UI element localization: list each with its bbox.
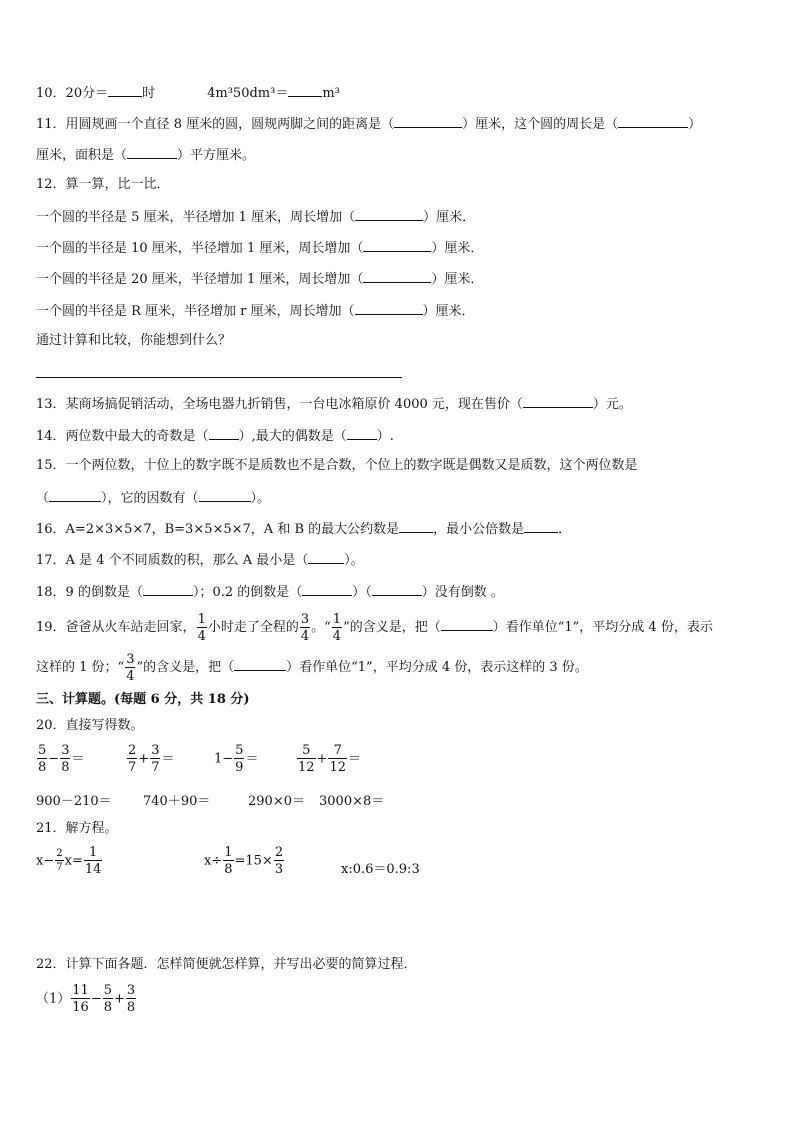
answer-blank[interactable] [355, 208, 423, 221]
answer-blank[interactable] [302, 583, 352, 596]
answer-blank[interactable] [618, 115, 688, 128]
fraction: $\frac{1}{4}$ [332, 611, 342, 644]
answer-blank[interactable] [234, 658, 286, 671]
answer-blank[interactable] [199, 489, 251, 502]
expression: 290×0＝ [248, 794, 305, 809]
question-20: 20．直接写得数。 [36, 718, 144, 733]
question-number: 18． [36, 585, 66, 600]
fraction: $\frac{3}{4}$ [300, 611, 310, 644]
equation: x:0.6＝0.9:3 [341, 862, 420, 877]
answer-blank[interactable] [399, 520, 433, 533]
expression: 1− $\frac{5}{9}$ ＝ [214, 743, 259, 775]
question-12-row: 一个圆的半径是 10 厘米，半径增加 1 厘米，周长增加（ ）厘米． [36, 241, 484, 256]
equation: x÷ $\frac{1}{8}$ =15× $\frac{2}{3}$ [204, 845, 284, 877]
question-number: 21． [36, 821, 66, 836]
answer-line[interactable] [36, 377, 402, 378]
question-11-cont: 厘米，面积是（ ）平方厘米。 [36, 148, 256, 163]
question-number: 15． [36, 458, 66, 473]
question-18: 18．9 的倒数是（ ）；0.2 的倒数是（ ）（ ）没有倒数 。 [36, 585, 504, 600]
question-number: 16． [36, 522, 66, 537]
question-11: 11．用圆规画一个直径 8 厘米的圆，圆规两脚之间的距离是（ ）厘米，这个圆的周长是（ ） [36, 117, 702, 132]
question-21: 21．解方程。 [36, 821, 118, 836]
question-number: 12． [36, 177, 66, 192]
question-16: 16．A=2×3×5×7，B=3×5×5×7，A 和 B 的最大公约数是 ，最小公倍数是 ． [36, 522, 572, 537]
expression: $\frac{2}{7}$ + $\frac{3}{7}$ ＝ [128, 743, 175, 775]
question-12-row: 一个圆的半径是 R 厘米，半径增加 r 厘米，周长增加（ ）厘米． [36, 304, 475, 319]
answer-blank[interactable] [347, 427, 377, 440]
answer-blank[interactable] [143, 583, 193, 596]
answer-blank[interactable] [127, 146, 177, 159]
question-number: 20． [36, 718, 66, 733]
question-number: 22． [36, 957, 66, 972]
question-number: 19． [36, 620, 66, 635]
answer-blank[interactable] [372, 583, 422, 596]
question-22: 22．计算下面各题．怎样简便就怎样算，并写出必要的简算过程． [36, 957, 417, 972]
answer-blank[interactable] [524, 520, 558, 533]
answer-blank[interactable] [523, 395, 593, 408]
question-number: 17． [36, 553, 66, 568]
expression: $\frac{5}{12}$ + $\frac{7}{12}$ ＝ [298, 743, 362, 775]
answer-blank[interactable] [288, 84, 322, 97]
question-13: 13．某商场搞促销活动，全场电器九折销售，一台电冰箱原价 4000 元，现在售价（ ）元。 [36, 397, 632, 412]
expression: （1） $\frac{11}{16}$ − $\frac{5}{8}$ + $\frac{3}{8}$ [36, 983, 136, 1015]
question-14: 14．两位数中最大的奇数是（ ）,最大的偶数是（ ）. [36, 429, 394, 444]
question-12-row: 一个圆的半径是 20 厘米，半径增加 1 厘米，周长增加（ ）厘米． [36, 272, 484, 287]
question-number: 10． [36, 86, 66, 101]
expression: 740＋90＝ [143, 794, 211, 809]
answer-blank[interactable] [441, 618, 493, 631]
answer-blank[interactable] [108, 84, 142, 97]
question-15-cont: （ ），它的因数有（ ）。 [36, 491, 271, 506]
answer-blank[interactable] [308, 551, 344, 564]
section-heading: 三、计算题。(每题 6 分，共 18 分) [36, 692, 250, 707]
question-12-think: 通过计算和比较，你能想到什么？ [36, 333, 232, 348]
expression: $\frac{5}{8}$ − $\frac{3}{8}$ ＝ [38, 743, 85, 775]
answer-blank[interactable] [363, 270, 431, 283]
question-number: 11． [36, 117, 66, 132]
answer-blank[interactable] [355, 302, 423, 315]
question-number: 14． [36, 429, 66, 444]
expression: 3000×8＝ [319, 794, 385, 809]
fraction: $\frac{1}{4}$ [197, 611, 206, 644]
expression: 900－210＝ [36, 794, 112, 809]
answer-blank[interactable] [394, 115, 462, 128]
answer-blank[interactable] [209, 427, 239, 440]
fraction: $\frac{3}{4}$ [126, 651, 135, 684]
equation: x− $\frac{2}{7}$ x= $\frac{1}{14}$ [36, 845, 102, 877]
question-number: 13． [36, 397, 66, 412]
question-17: 17．A 是 4 个不同质数的积，那么 A 最小是（ ）。 [36, 553, 364, 568]
question-15: 15．一个两位数，十位上的数字既不是质数也不是合数，个位上的数字既是偶数又是质数，这个两位数是 [36, 458, 638, 473]
answer-blank[interactable] [363, 239, 431, 252]
question-19: 19．爸爸从火车站走回家， $\frac{1}{4}$ 小时走了全程的 $\frac{3}{4}$ 。“ $\frac{1}{4}$ ”的含义是，把（ ）看作单位“1”，平均分成 4 份，表示 [36, 611, 713, 644]
answer-blank[interactable] [49, 489, 101, 502]
question-10: 10．20分＝ 时 4m³50dm³＝ m³ [36, 86, 340, 101]
question-12-row: 一个圆的半径是 5 厘米，半径增加 1 厘米，周长增加（ ）厘米． [36, 210, 476, 225]
question-12: 12．算一算，比一比． [36, 177, 170, 192]
question-19-cont: 这样的 1 份；“ $\frac{3}{4}$ ”的含义是，把（ ）看作单位“1”，平均分成 4 份，表示这样的 3 份。 [36, 651, 588, 684]
